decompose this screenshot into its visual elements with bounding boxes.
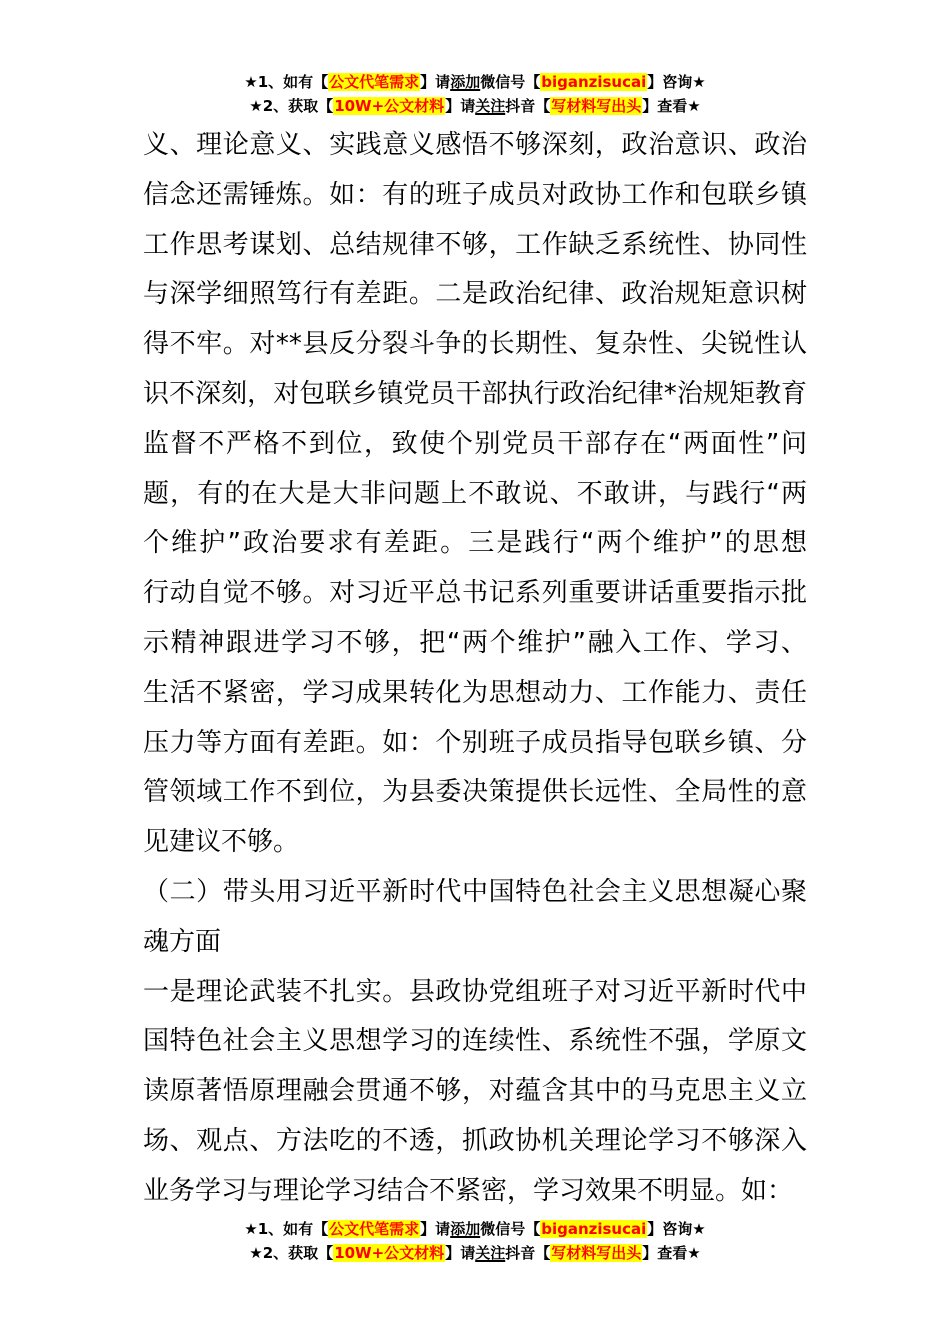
body-text-line: 见建议不够。: [143, 827, 300, 858]
body-text-line: 与深学细照笃行有差距。二是政治纪律、政治规矩意识树: [143, 279, 807, 310]
wechat-id: biganzisucai: [541, 1220, 647, 1238]
body-text-line: （二）带头用习近平新时代中国特色社会主义思想凝心聚: [143, 876, 807, 907]
body-text-line: 识不深刻，对包联乡镇党员干部执行政治纪律*治规矩教育: [143, 378, 807, 409]
wechat-id: biganzisucai: [541, 73, 647, 91]
douyin-account: 写材料写出头: [551, 1244, 642, 1262]
body-text-line: 行动自觉不够。对习近平总书记系列重要讲话重要指示批: [143, 578, 807, 609]
notice-text: ★2、获取【: [249, 97, 334, 115]
notice-text: 】咨询★: [647, 1220, 706, 1238]
notice-line-2: [0, 1241, 950, 1265]
document-body: [143, 121, 807, 1217]
body-text-line: 场、观点、方法吃的不透，抓政协机关理论学习不够深入: [143, 1125, 807, 1156]
body-text-line: 个维护”政治要求有差距。三是践行“两个维护”的思想: [143, 528, 807, 559]
body-text-line: 国特色社会主义思想学习的连续性、系统性不强，学原文: [143, 1026, 807, 1057]
notice-text: 】请: [420, 1220, 451, 1238]
highlight-text: 10W+公文材料: [334, 97, 445, 115]
notice-text: ★2、获取【: [249, 1244, 334, 1262]
notice-text: 】查看★: [642, 1244, 701, 1262]
highlight-text: 公文代笔需求: [329, 73, 420, 91]
body-text-line: 监督不严格不到位，致使个别党员干部存在“两面性”问: [143, 428, 807, 459]
notice-text: 】咨询★: [647, 73, 706, 91]
underlined-text: 添加: [450, 1220, 481, 1238]
notice-text: 微信号【: [480, 73, 541, 91]
body-text-line: 示精神跟进学习不够，把“两个维护”融入工作、学习、: [143, 627, 807, 658]
notice-text: 】查看★: [642, 97, 701, 115]
notice-text: ★1、如有【: [244, 73, 329, 91]
body-text-line: 读原著悟原理融会贯通不够，对蕴含其中的马克思主义立: [143, 1076, 807, 1107]
footer-notice: [0, 1217, 950, 1265]
body-text-line: 压力等方面有差距。如：个别班子成员指导包联乡镇、分: [143, 727, 807, 758]
body-text-line: 工作思考谋划、总结规律不够，工作缺乏系统性、协同性: [143, 229, 807, 260]
notice-line-1: [0, 1217, 950, 1241]
body-text-line: 业务学习与理论学习结合不紧密，学习效果不明显。如：: [143, 1175, 794, 1206]
notice-line-1: [0, 70, 950, 94]
underlined-text: 添加: [450, 73, 481, 91]
body-text-line: 生活不紧密，学习成果转化为思想动力、工作能力、责任: [143, 677, 807, 708]
notice-text: 】请: [445, 1244, 476, 1262]
body-text-line: 义、理论意义、实践意义感悟不够深刻，政治意识、政治: [143, 130, 807, 160]
notice-text: 】请: [420, 73, 451, 91]
body-text-line: 信念还需锤炼。如：有的班子成员对政协工作和包联乡镇: [143, 179, 807, 210]
notice-text: 抖音【: [505, 97, 551, 115]
notice-text: 微信号【: [480, 1220, 541, 1238]
highlight-text: 公文代笔需求: [329, 1220, 420, 1238]
underlined-text: 关注: [475, 97, 506, 115]
douyin-account: 写材料写出头: [551, 97, 642, 115]
header-notice: [0, 70, 950, 118]
body-text-line: 得不牢。对**县反分裂斗争的长期性、复杂性、尖锐性认: [143, 329, 807, 360]
notice-text: 抖音【: [505, 1244, 551, 1262]
body-text-line: 一是理论武装不扎实。县政协党组班子对习近平新时代中: [143, 976, 807, 1007]
underlined-text: 关注: [475, 1244, 506, 1262]
body-text-line: 题，有的在大是大非问题上不敢说、不敢讲，与践行“两: [143, 478, 807, 509]
body-text-line: 管领域工作不到位，为县委决策提供长远性、全局性的意: [143, 777, 807, 808]
notice-text: ★1、如有【: [244, 1220, 329, 1238]
body-text-line: 魂方面: [143, 926, 222, 957]
notice-text: 】请: [445, 97, 476, 115]
highlight-text: 10W+公文材料: [334, 1244, 445, 1262]
notice-line-2: [0, 94, 950, 118]
